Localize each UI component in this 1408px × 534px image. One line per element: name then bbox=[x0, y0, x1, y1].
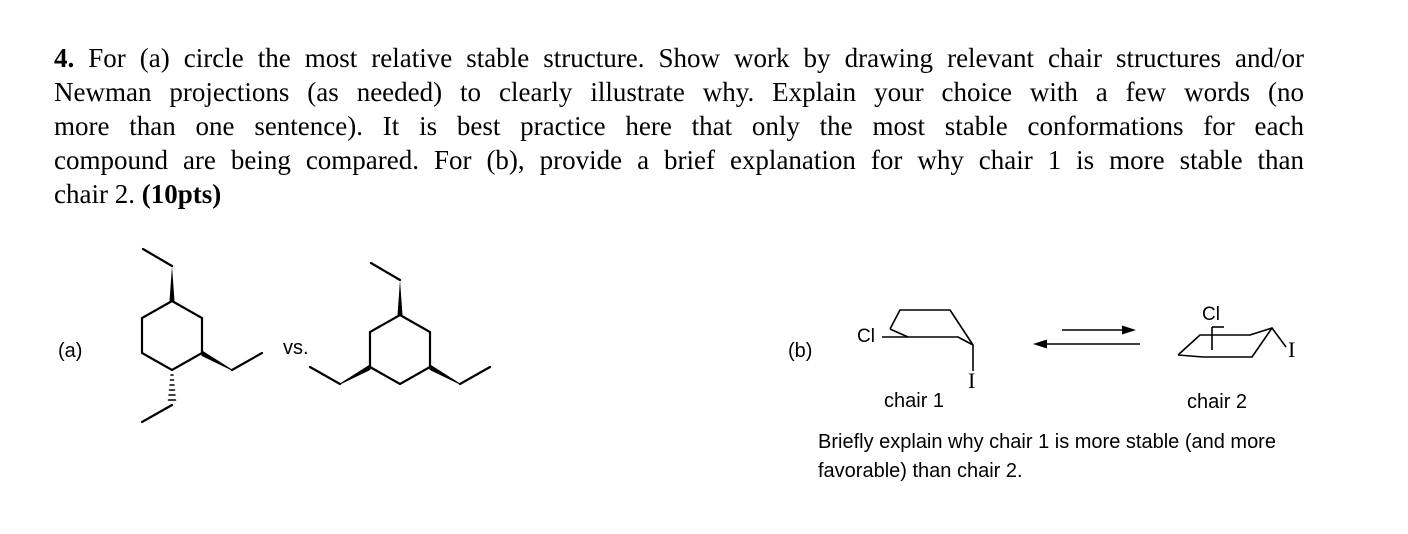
wedge-top-1 bbox=[170, 266, 175, 301]
molecule-2 bbox=[310, 263, 490, 384]
equilibrium-arrows bbox=[1033, 326, 1140, 349]
explain-prompt: Briefly explain why chair 1 is more stable (and more favorable) than chair 2. bbox=[818, 431, 1276, 482]
ethyl-bottom-1 bbox=[142, 405, 172, 422]
question-number: 4. bbox=[54, 43, 75, 73]
question-line-2: Newman projections (as needed) to clearly illustrate why. Explain your choice with a few words (no bbox=[54, 77, 1304, 107]
ethyl-top-2 bbox=[371, 263, 400, 280]
wedge-right-1 bbox=[202, 351, 232, 370]
ethyl-top-1 bbox=[143, 249, 172, 266]
wedge-right-2 bbox=[430, 365, 460, 384]
wedge-left-2 bbox=[340, 365, 370, 384]
chair-2-cl-label: Cl bbox=[1202, 304, 1220, 325]
chair-1-cl-label: Cl bbox=[857, 326, 875, 347]
chair-2-i-label: I bbox=[1288, 337, 1296, 362]
chair-1-i-label: I bbox=[968, 368, 976, 393]
chair-2-label: chair 2 bbox=[1187, 391, 1248, 413]
question-line-3: more than one sentence). It is best practice here that only the most stable conformations for each bbox=[54, 111, 1304, 141]
ethyl-right-1 bbox=[232, 353, 262, 370]
chair-2-structure bbox=[1178, 327, 1286, 357]
chair-1-label: chair 1 bbox=[884, 390, 945, 412]
points-label: (10pts) bbox=[141, 179, 222, 209]
question-line-1: 4. For (a) circle the most relative stable structure. Show work by drawing relevant chair structures and/or bbox=[54, 43, 1304, 73]
molecule-1 bbox=[142, 249, 262, 422]
vs-label: vs. bbox=[283, 337, 309, 359]
part-b-label: (b) bbox=[788, 340, 813, 362]
ring-1 bbox=[142, 301, 202, 370]
question-line-4: compound are being compared. For (b), provide a brief explanation for why chair 1 is more stable than bbox=[54, 145, 1304, 175]
ring-2 bbox=[370, 315, 430, 384]
hash-bottom-1 bbox=[169, 375, 176, 400]
chair-1-structure bbox=[882, 310, 973, 371]
question-line-5: chair 2. (10pts) bbox=[54, 179, 222, 209]
ethyl-left-2 bbox=[310, 367, 340, 384]
part-a-label: (a) bbox=[58, 340, 83, 362]
wedge-top-2 bbox=[398, 280, 403, 315]
ethyl-right-2 bbox=[460, 367, 490, 384]
